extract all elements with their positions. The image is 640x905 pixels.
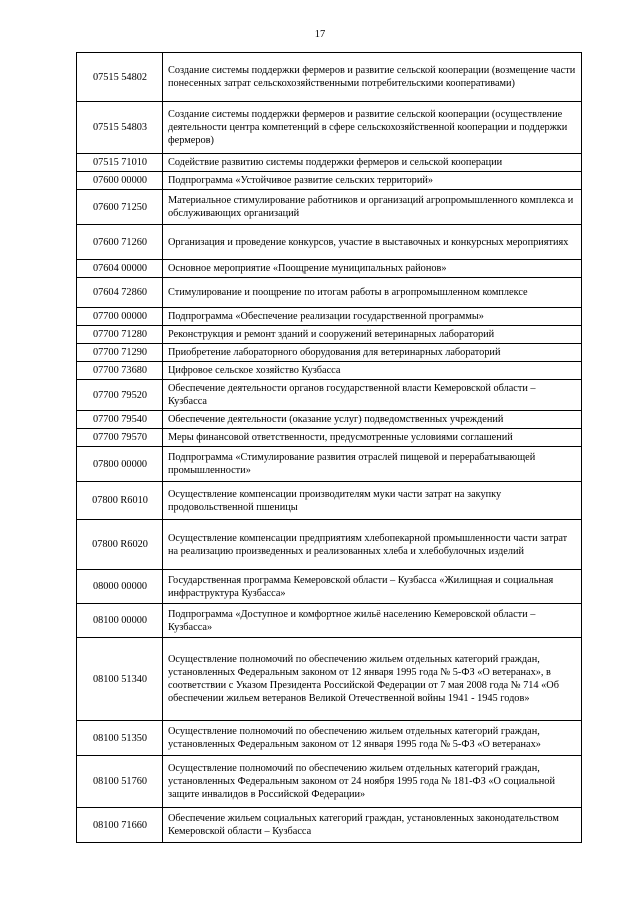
table-row [77, 808, 582, 843]
table-row [77, 604, 582, 638]
row-description: Осуществление полномочий по обеспечению жильем отдельных категорий граждан, установленных Федеральным законом от 12 января 1995 года № 5-ФЗ «О ветеранах» [163, 721, 582, 756]
row-description: Подпрограмма «Стимулирование развития отраслей пищевой и перерабатывающей промышленности» [163, 447, 582, 482]
row-description: Материальное стимулирование работников и организаций агропромышленного комплекса и обслуживающих организаций [163, 190, 582, 225]
row-description: Подпрограмма «Обеспечение реализации государственной программы» [163, 308, 582, 326]
row-code: 07515 54802 [77, 53, 163, 102]
table-row [77, 411, 582, 429]
row-description: Стимулирование и поощрение по итогам работы в агропромышленном комплексе [163, 278, 582, 308]
page-number: 17 [314, 29, 326, 40]
row-code: 07700 79520 [77, 380, 163, 411]
table-row [77, 172, 582, 190]
row-description: Меры финансовой ответственности, предусмотренные условиями соглашений [163, 429, 582, 447]
row-code: 07515 71010 [77, 154, 163, 172]
table-row [77, 380, 582, 411]
row-code: 08000 00000 [77, 570, 163, 604]
table-row [77, 721, 582, 756]
row-code: 07800 R6020 [77, 520, 163, 570]
table-row [77, 53, 582, 102]
row-description: Создание системы поддержки фермеров и развитие сельской кооперации (возмещение части понесенных затрат сельскохозяйственными потребительскими кооперативами) [163, 53, 582, 102]
row-description: Приобретение лабораторного оборудования для ветеринарных лабораторий [163, 344, 582, 362]
table-row [77, 570, 582, 604]
row-code: 07600 00000 [77, 172, 163, 190]
row-description: Обеспечение деятельности (оказание услуг) подведомственных учреждений [163, 411, 582, 429]
row-code: 07700 00000 [77, 308, 163, 326]
row-code: 08100 00000 [77, 604, 163, 638]
row-description: Создание системы поддержки фермеров и развитие сельской кооперации (осуществление деятельности центра компетенций в сфере сельскохозяйственной кооперации и поддержки фермеров) [163, 102, 582, 154]
row-code: 07700 71290 [77, 344, 163, 362]
row-code: 08100 51350 [77, 721, 163, 756]
table-row [77, 447, 582, 482]
table-row [77, 756, 582, 808]
table-row [77, 520, 582, 570]
row-description: Осуществление полномочий по обеспечению жильем отдельных категорий граждан, установленных Федеральным законом от 24 ноября 1995 года № 181-ФЗ «О социальной защите инвалидов в Российской Федерации» [163, 756, 582, 808]
row-code: 08100 51760 [77, 756, 163, 808]
table-row [77, 326, 582, 344]
row-code: 08100 71660 [77, 808, 163, 843]
row-code: 08100 51340 [77, 638, 163, 721]
table-row [77, 102, 582, 154]
row-code: 07515 54803 [77, 102, 163, 154]
row-code: 07604 00000 [77, 260, 163, 278]
row-code: 07700 79540 [77, 411, 163, 429]
table-row [77, 482, 582, 520]
row-description: Осуществление компенсации предприятиям хлебопекарной промышленности части затрат на реализацию произведенных и реализованных хлеба и хлебобулочных изделий [163, 520, 582, 570]
row-code: 07700 71280 [77, 326, 163, 344]
table-row [77, 308, 582, 326]
row-description: Подпрограмма «Доступное и комфортное жильё населению Кемеровской области – Кузбасса» [163, 604, 582, 638]
row-description: Содействие развитию системы поддержки фермеров и сельской кооперации [163, 154, 582, 172]
row-description: Цифровое сельское хозяйство Кузбасса [163, 362, 582, 380]
row-code: 07604 72860 [77, 278, 163, 308]
row-description: Организация и проведение конкурсов, участие в выставочных и конкурсных мероприятиях [163, 225, 582, 260]
row-description: Государственная программа Кемеровской области – Кузбасса «Жилищная и социальная инфраструктура Кузбасса» [163, 570, 582, 604]
table-row [77, 638, 582, 721]
table-row [77, 154, 582, 172]
row-description: Осуществление полномочий по обеспечению жильем отдельных категорий граждан, установленных Федеральным законом от 12 января 1995 года № 5-ФЗ «О ветеранах», в соответствии с Указом Президента Российской Федерации от 7 мая 2008 года № 714 «Об обеспечении жильем ветеранов Великой Отечественной войны 1941 - 1945 годов» [163, 638, 582, 721]
row-description: Подпрограмма «Устойчивое развитие сельских территорий» [163, 172, 582, 190]
row-code: 07800 R6010 [77, 482, 163, 520]
row-description: Осуществление компенсации производителям муки части затрат на закупку продовольственной пшеницы [163, 482, 582, 520]
table-row [77, 278, 582, 308]
table-row [77, 190, 582, 225]
row-code: 07700 73680 [77, 362, 163, 380]
budget-code-table [76, 52, 582, 843]
row-code: 07700 79570 [77, 429, 163, 447]
table-row [77, 344, 582, 362]
table-row [77, 260, 582, 278]
row-code: 07800 00000 [77, 447, 163, 482]
row-description: Обеспечение деятельности органов государственной власти Кемеровской области – Кузбасса [163, 380, 582, 411]
table-row [77, 429, 582, 447]
table-row [77, 362, 582, 380]
row-description: Реконструкция и ремонт зданий и сооружений ветеринарных лабораторий [163, 326, 582, 344]
table-row [77, 225, 582, 260]
row-description: Обеспечение жильем социальных категорий граждан, установленных законодательством Кемеровской области – Кузбасса [163, 808, 582, 843]
row-code: 07600 71250 [77, 190, 163, 225]
row-description: Основное мероприятие «Поощрение муниципальных районов» [163, 260, 582, 278]
row-code: 07600 71260 [77, 225, 163, 260]
